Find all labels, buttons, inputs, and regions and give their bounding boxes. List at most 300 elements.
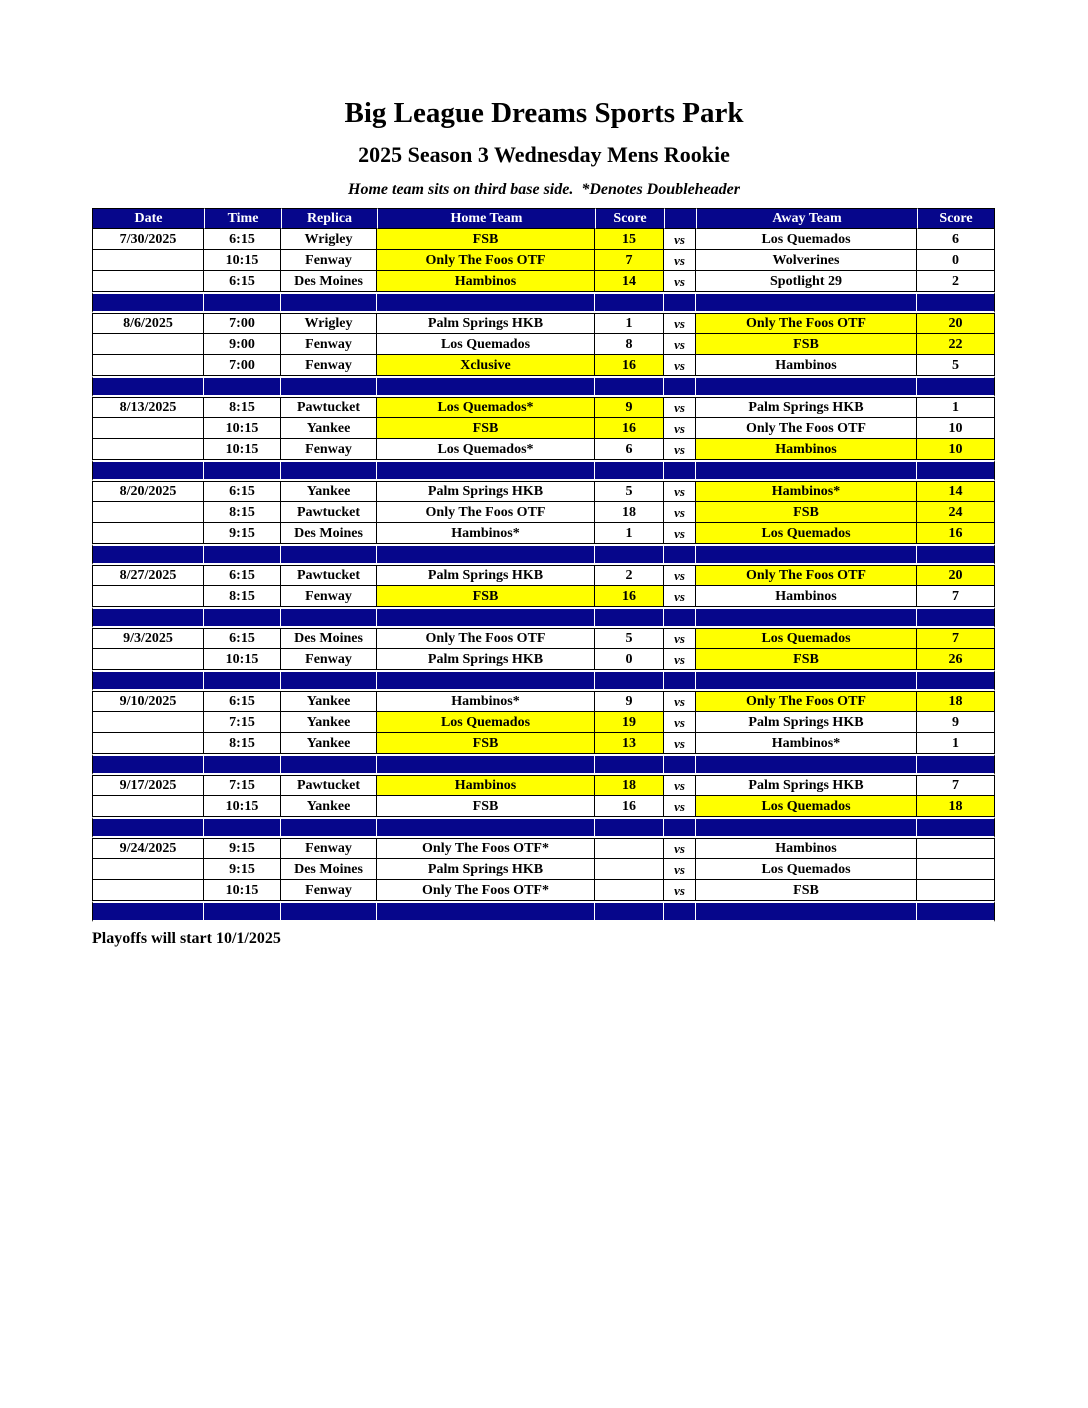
- home-team-cell: Hambinos: [377, 271, 595, 292]
- date-cell: 9/17/2025: [92, 775, 204, 796]
- separator-cell: [917, 817, 995, 838]
- replica-cell: Fenway: [281, 586, 377, 607]
- separator-row: [92, 460, 995, 481]
- replica-cell: Pawtucket: [281, 565, 377, 586]
- schedule-note: Home team sits on third base side. *Denotes Doubleheader: [348, 181, 740, 198]
- away-team-cell: Spotlight 29: [696, 271, 917, 292]
- away-team-cell: Hambinos: [696, 586, 917, 607]
- game-row: [92, 355, 995, 376]
- game-row: [92, 859, 995, 880]
- separator-cell: [204, 460, 281, 481]
- separator-cell: [204, 376, 281, 397]
- game-row: [92, 586, 995, 607]
- separator-cell: [204, 901, 281, 922]
- replica-cell: Pawtucket: [281, 502, 377, 523]
- away-score-cell: 5: [917, 355, 995, 376]
- separator-cell: [696, 901, 917, 922]
- date-cell: 9/10/2025: [92, 691, 204, 712]
- vs-cell: vs: [664, 502, 696, 523]
- separator-cell: [281, 376, 377, 397]
- replica-cell: Des Moines: [281, 271, 377, 292]
- replica-cell: Des Moines: [281, 523, 377, 544]
- date-cell: 9/3/2025: [92, 628, 204, 649]
- time-cell: 8:15: [204, 397, 281, 418]
- separator-cell: [664, 460, 696, 481]
- vs-cell: vs: [664, 796, 696, 817]
- vs-cell: vs: [664, 733, 696, 754]
- home-team-cell: Palm Springs HKB: [377, 481, 595, 502]
- separator-cell: [92, 544, 204, 565]
- date-cell: 7/30/2025: [92, 229, 204, 250]
- vs-cell: vs: [664, 439, 696, 460]
- home-score-cell: 13: [595, 733, 664, 754]
- separator-cell: [281, 292, 377, 313]
- vs-cell: vs: [664, 418, 696, 439]
- time-cell: 7:00: [204, 313, 281, 334]
- time-cell: 10:15: [204, 796, 281, 817]
- home-score-cell: [595, 838, 664, 859]
- game-row: [92, 838, 995, 859]
- home-team-cell: Los Quemados: [377, 712, 595, 733]
- away-score-cell: 10: [917, 418, 995, 439]
- separator-cell: [281, 544, 377, 565]
- game-row: [92, 691, 995, 712]
- date-cell: [92, 586, 204, 607]
- vs-cell: vs: [664, 355, 696, 376]
- playoffs-note: Playoffs will start 10/1/2025: [92, 930, 281, 947]
- separator-cell: [917, 292, 995, 313]
- home-score-cell: 0: [595, 649, 664, 670]
- separator-cell: [92, 460, 204, 481]
- time-cell: 6:15: [204, 481, 281, 502]
- vs-cell: vs: [664, 775, 696, 796]
- separator-row: [92, 901, 995, 922]
- game-row: [92, 229, 995, 250]
- away-score-cell: 16: [917, 523, 995, 544]
- away-score-cell: 0: [917, 250, 995, 271]
- separator-cell: [917, 670, 995, 691]
- separator-cell: [595, 607, 664, 628]
- game-row: [92, 523, 995, 544]
- separator-cell: [377, 754, 595, 775]
- col-header-time: Time: [204, 208, 281, 229]
- separator-cell: [595, 376, 664, 397]
- vs-cell: vs: [664, 313, 696, 334]
- away-team-cell: Palm Springs HKB: [696, 712, 917, 733]
- separator-cell: [204, 754, 281, 775]
- separator-cell: [696, 670, 917, 691]
- away-team-cell: FSB: [696, 502, 917, 523]
- separator-cell: [377, 817, 595, 838]
- home-team-cell: Palm Springs HKB: [377, 565, 595, 586]
- replica-cell: Fenway: [281, 250, 377, 271]
- separator-cell: [917, 754, 995, 775]
- separator-cell: [664, 754, 696, 775]
- away-score-cell: 18: [917, 796, 995, 817]
- replica-cell: Des Moines: [281, 859, 377, 880]
- separator-cell: [92, 670, 204, 691]
- col-header-home-team: Home Team: [377, 208, 595, 229]
- date-cell: [92, 271, 204, 292]
- vs-cell: vs: [664, 712, 696, 733]
- separator-cell: [204, 670, 281, 691]
- away-score-cell: 20: [917, 565, 995, 586]
- away-score-cell: 24: [917, 502, 995, 523]
- time-cell: 10:15: [204, 418, 281, 439]
- separator-cell: [664, 901, 696, 922]
- separator-cell: [696, 376, 917, 397]
- replica-cell: Fenway: [281, 439, 377, 460]
- date-cell: 9/24/2025: [92, 838, 204, 859]
- page-subtitle: 2025 Season 3 Wednesday Mens Rookie: [358, 142, 730, 167]
- vs-cell: vs: [664, 649, 696, 670]
- replica-cell: Yankee: [281, 418, 377, 439]
- time-cell: 6:15: [204, 691, 281, 712]
- home-team-cell: Hambinos: [377, 775, 595, 796]
- date-cell: 8/13/2025: [92, 397, 204, 418]
- separator-cell: [664, 817, 696, 838]
- away-team-cell: Only The Foos OTF: [696, 313, 917, 334]
- separator-cell: [92, 376, 204, 397]
- game-row: [92, 418, 995, 439]
- separator-cell: [204, 607, 281, 628]
- separator-cell: [595, 460, 664, 481]
- away-team-cell: Los Quemados: [696, 796, 917, 817]
- game-row: [92, 271, 995, 292]
- date-cell: [92, 355, 204, 376]
- home-score-cell: 1: [595, 313, 664, 334]
- col-header-replica: Replica: [281, 208, 377, 229]
- date-cell: 8/27/2025: [92, 565, 204, 586]
- separator-cell: [281, 754, 377, 775]
- date-cell: [92, 649, 204, 670]
- home-score-cell: 8: [595, 334, 664, 355]
- separator-cell: [281, 670, 377, 691]
- time-cell: 6:15: [204, 628, 281, 649]
- schedule-table: [92, 208, 995, 922]
- separator-cell: [917, 376, 995, 397]
- separator-cell: [92, 817, 204, 838]
- home-score-cell: 19: [595, 712, 664, 733]
- time-cell: 9:00: [204, 334, 281, 355]
- vs-cell: vs: [664, 271, 696, 292]
- replica-cell: Yankee: [281, 733, 377, 754]
- col-header-home-score: Score: [595, 208, 664, 229]
- time-cell: 7:15: [204, 712, 281, 733]
- separator-row: [92, 376, 995, 397]
- home-team-cell: FSB: [377, 796, 595, 817]
- separator-cell: [696, 292, 917, 313]
- home-team-cell: Only The Foos OTF*: [377, 880, 595, 901]
- separator-cell: [917, 607, 995, 628]
- away-score-cell: 1: [917, 733, 995, 754]
- game-row: [92, 649, 995, 670]
- home-team-cell: FSB: [377, 418, 595, 439]
- vs-cell: vs: [664, 523, 696, 544]
- separator-cell: [595, 754, 664, 775]
- time-cell: 9:15: [204, 523, 281, 544]
- separator-cell: [595, 544, 664, 565]
- away-score-cell: 7: [917, 775, 995, 796]
- away-team-cell: Los Quemados: [696, 628, 917, 649]
- date-cell: [92, 334, 204, 355]
- home-team-cell: Xclusive: [377, 355, 595, 376]
- separator-cell: [377, 292, 595, 313]
- separator-cell: [281, 460, 377, 481]
- time-cell: 6:15: [204, 271, 281, 292]
- away-score-cell: 18: [917, 691, 995, 712]
- away-team-cell: Wolverines: [696, 250, 917, 271]
- game-row: [92, 775, 995, 796]
- separator-row: [92, 292, 995, 313]
- date-cell: [92, 880, 204, 901]
- date-cell: [92, 859, 204, 880]
- home-score-cell: 15: [595, 229, 664, 250]
- separator-cell: [377, 376, 595, 397]
- home-score-cell: 9: [595, 691, 664, 712]
- date-cell: 8/6/2025: [92, 313, 204, 334]
- away-team-cell: Los Quemados: [696, 859, 917, 880]
- separator-cell: [377, 607, 595, 628]
- separator-row: [92, 607, 995, 628]
- col-header-date: Date: [92, 208, 204, 229]
- home-team-cell: FSB: [377, 733, 595, 754]
- date-cell: [92, 439, 204, 460]
- time-cell: 10:15: [204, 880, 281, 901]
- away-score-cell: [917, 859, 995, 880]
- game-row: [92, 439, 995, 460]
- separator-cell: [595, 817, 664, 838]
- home-team-cell: FSB: [377, 229, 595, 250]
- away-score-cell: 9: [917, 712, 995, 733]
- game-row: [92, 880, 995, 901]
- separator-cell: [664, 292, 696, 313]
- home-score-cell: 16: [595, 586, 664, 607]
- separator-cell: [204, 292, 281, 313]
- replica-cell: Fenway: [281, 649, 377, 670]
- time-cell: 10:15: [204, 649, 281, 670]
- home-team-cell: Palm Springs HKB: [377, 859, 595, 880]
- table-header-row: [92, 208, 995, 229]
- away-team-cell: Los Quemados: [696, 523, 917, 544]
- home-score-cell: 16: [595, 418, 664, 439]
- time-cell: 8:15: [204, 733, 281, 754]
- away-team-cell: Hambinos: [696, 838, 917, 859]
- home-score-cell: 2: [595, 565, 664, 586]
- home-team-cell: Only The Foos OTF: [377, 628, 595, 649]
- replica-cell: Fenway: [281, 838, 377, 859]
- separator-cell: [281, 901, 377, 922]
- replica-cell: Des Moines: [281, 628, 377, 649]
- separator-cell: [696, 460, 917, 481]
- away-team-cell: Hambinos: [696, 355, 917, 376]
- game-row: [92, 250, 995, 271]
- separator-cell: [696, 544, 917, 565]
- vs-cell: vs: [664, 628, 696, 649]
- away-team-cell: Palm Springs HKB: [696, 397, 917, 418]
- separator-row: [92, 817, 995, 838]
- date-cell: 8/20/2025: [92, 481, 204, 502]
- replica-cell: Pawtucket: [281, 775, 377, 796]
- vs-cell: vs: [664, 691, 696, 712]
- separator-cell: [595, 670, 664, 691]
- time-cell: 6:15: [204, 565, 281, 586]
- time-cell: 9:15: [204, 838, 281, 859]
- home-score-cell: 6: [595, 439, 664, 460]
- away-score-cell: 7: [917, 586, 995, 607]
- date-cell: [92, 733, 204, 754]
- game-row: [92, 733, 995, 754]
- game-row: [92, 334, 995, 355]
- separator-cell: [664, 670, 696, 691]
- date-cell: [92, 796, 204, 817]
- home-score-cell: [595, 880, 664, 901]
- home-team-cell: Only The Foos OTF: [377, 250, 595, 271]
- col-header-away-team: Away Team: [696, 208, 917, 229]
- vs-cell: vs: [664, 229, 696, 250]
- game-row: [92, 397, 995, 418]
- vs-cell: vs: [664, 880, 696, 901]
- away-score-cell: 20: [917, 313, 995, 334]
- time-cell: 7:15: [204, 775, 281, 796]
- date-cell: [92, 523, 204, 544]
- home-team-cell: Hambinos*: [377, 523, 595, 544]
- col-header-vs: [664, 208, 696, 229]
- replica-cell: Pawtucket: [281, 397, 377, 418]
- date-cell: [92, 502, 204, 523]
- time-cell: 9:15: [204, 859, 281, 880]
- time-cell: 7:00: [204, 355, 281, 376]
- home-score-cell: 5: [595, 481, 664, 502]
- away-team-cell: Only The Foos OTF: [696, 418, 917, 439]
- home-team-cell: Hambinos*: [377, 691, 595, 712]
- separator-cell: [377, 670, 595, 691]
- home-score-cell: 14: [595, 271, 664, 292]
- separator-cell: [696, 754, 917, 775]
- vs-cell: vs: [664, 250, 696, 271]
- date-cell: [92, 250, 204, 271]
- page-header: [0, 0, 1088, 199]
- away-team-cell: Only The Foos OTF: [696, 565, 917, 586]
- vs-cell: vs: [664, 586, 696, 607]
- vs-cell: vs: [664, 481, 696, 502]
- replica-cell: Yankee: [281, 691, 377, 712]
- replica-cell: Yankee: [281, 481, 377, 502]
- away-team-cell: Hambinos: [696, 439, 917, 460]
- vs-cell: vs: [664, 334, 696, 355]
- separator-cell: [664, 376, 696, 397]
- separator-cell: [917, 544, 995, 565]
- away-score-cell: [917, 838, 995, 859]
- away-team-cell: Palm Springs HKB: [696, 775, 917, 796]
- game-row: [92, 565, 995, 586]
- separator-cell: [664, 544, 696, 565]
- home-score-cell: 18: [595, 775, 664, 796]
- home-score-cell: 16: [595, 796, 664, 817]
- game-row: [92, 628, 995, 649]
- away-score-cell: [917, 880, 995, 901]
- home-score-cell: 1: [595, 523, 664, 544]
- away-team-cell: FSB: [696, 334, 917, 355]
- page-title: Big League Dreams Sports Park: [344, 97, 744, 129]
- home-score-cell: [595, 859, 664, 880]
- replica-cell: Yankee: [281, 796, 377, 817]
- away-score-cell: 14: [917, 481, 995, 502]
- vs-cell: vs: [664, 838, 696, 859]
- separator-cell: [281, 817, 377, 838]
- separator-cell: [92, 754, 204, 775]
- separator-cell: [204, 817, 281, 838]
- date-cell: [92, 418, 204, 439]
- away-team-cell: Hambinos*: [696, 733, 917, 754]
- home-team-cell: Palm Springs HKB: [377, 649, 595, 670]
- replica-cell: Fenway: [281, 355, 377, 376]
- away-score-cell: 6: [917, 229, 995, 250]
- vs-cell: vs: [664, 565, 696, 586]
- home-team-cell: Los Quemados*: [377, 397, 595, 418]
- home-team-cell: FSB: [377, 586, 595, 607]
- away-team-cell: FSB: [696, 880, 917, 901]
- vs-cell: vs: [664, 397, 696, 418]
- vs-cell: vs: [664, 859, 696, 880]
- separator-cell: [377, 544, 595, 565]
- home-team-cell: Only The Foos OTF*: [377, 838, 595, 859]
- separator-row: [92, 544, 995, 565]
- separator-cell: [696, 607, 917, 628]
- game-row: [92, 796, 995, 817]
- separator-cell: [377, 460, 595, 481]
- game-row: [92, 481, 995, 502]
- away-team-cell: Hambinos*: [696, 481, 917, 502]
- home-score-cell: 7: [595, 250, 664, 271]
- time-cell: 10:15: [204, 439, 281, 460]
- away-score-cell: 7: [917, 628, 995, 649]
- separator-cell: [92, 292, 204, 313]
- game-row: [92, 712, 995, 733]
- away-team-cell: Los Quemados: [696, 229, 917, 250]
- replica-cell: Fenway: [281, 334, 377, 355]
- game-row: [92, 502, 995, 523]
- away-score-cell: 22: [917, 334, 995, 355]
- separator-cell: [917, 901, 995, 922]
- game-row: [92, 313, 995, 334]
- home-team-cell: Los Quemados*: [377, 439, 595, 460]
- home-score-cell: 9: [595, 397, 664, 418]
- time-cell: 8:15: [204, 586, 281, 607]
- time-cell: 10:15: [204, 250, 281, 271]
- replica-cell: Wrigley: [281, 229, 377, 250]
- separator-cell: [664, 607, 696, 628]
- separator-cell: [917, 460, 995, 481]
- separator-cell: [281, 607, 377, 628]
- separator-cell: [92, 901, 204, 922]
- away-score-cell: 1: [917, 397, 995, 418]
- separator-cell: [696, 817, 917, 838]
- time-cell: 8:15: [204, 502, 281, 523]
- away-score-cell: 10: [917, 439, 995, 460]
- home-score-cell: 16: [595, 355, 664, 376]
- away-score-cell: 2: [917, 271, 995, 292]
- home-team-cell: Palm Springs HKB: [377, 313, 595, 334]
- separator-cell: [595, 901, 664, 922]
- time-cell: 6:15: [204, 229, 281, 250]
- separator-row: [92, 670, 995, 691]
- away-team-cell: FSB: [696, 649, 917, 670]
- separator-cell: [92, 607, 204, 628]
- away-score-cell: 26: [917, 649, 995, 670]
- separator-cell: [204, 544, 281, 565]
- replica-cell: Wrigley: [281, 313, 377, 334]
